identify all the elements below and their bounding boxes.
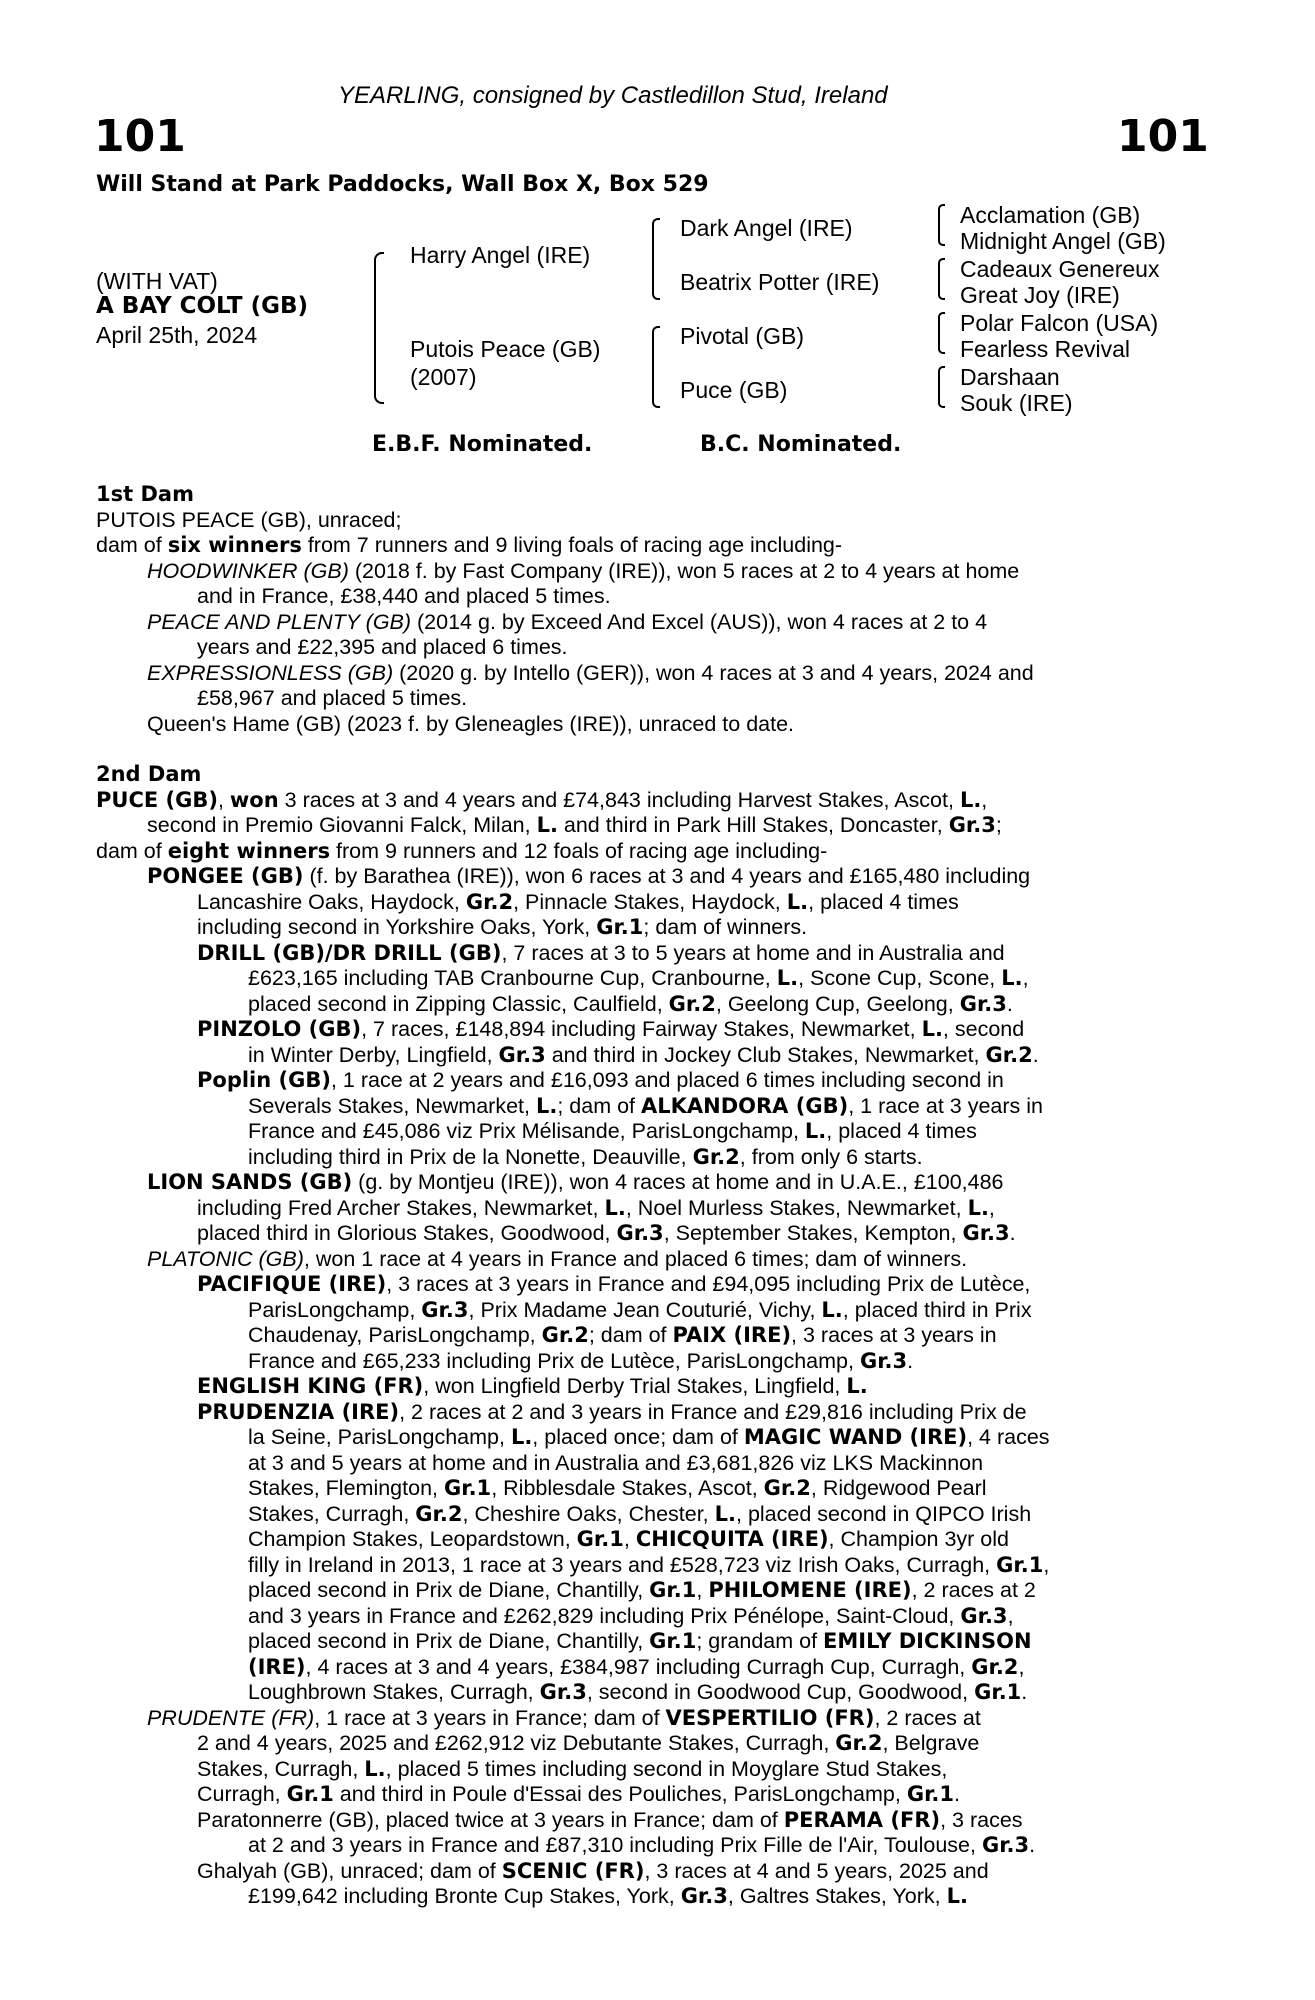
text: Champion Stakes, Leopardstown, — [248, 1527, 577, 1551]
text: . — [1029, 1833, 1036, 1857]
text: , 7 races at 3 to 5 years at home and in Australia and — [501, 940, 1005, 965]
text: ParisLongchamp, — [248, 1297, 422, 1322]
bold-text: L. — [804, 1119, 827, 1143]
bold-text: Gr.3 — [859, 1348, 908, 1373]
italic-text: PLATONIC (GB) — [147, 1246, 304, 1271]
text: . — [907, 1348, 914, 1373]
text: , — [981, 787, 988, 812]
bold-text: Gr.1 — [443, 1476, 492, 1500]
text: (f. by Barathea (IRE)), won 6 races at 3 and 4 years and £165,480 including — [303, 864, 1031, 888]
bold-text: Gr.3 — [960, 1603, 1008, 1628]
text: ; dam of — [588, 1323, 673, 1347]
second-dam-line — [96, 864, 1206, 890]
second-dam-line — [96, 839, 1206, 865]
text: , won Lingfield Derby Trial Stakes, Lingfield, — [423, 1374, 847, 1398]
pedigree-brace-dam — [652, 326, 660, 408]
bold-text: won — [229, 787, 279, 812]
text: (2014 g. by Exceed And Excel (AUS)), won 4 races at 2 to 4 — [411, 609, 988, 634]
bold-text: LION SANDS (GB) — [147, 1170, 353, 1194]
pedigree-g5: Polar Falcon (USA) — [960, 310, 1159, 336]
text: , 3 races at 4 and 5 years, 2025 and — [644, 1858, 989, 1883]
text: Stakes, Flemington, — [248, 1476, 444, 1500]
second-dam-line — [96, 1374, 1206, 1400]
second-dam-line — [96, 1017, 1206, 1043]
text: Loughbrown Stakes, Curragh, — [248, 1680, 540, 1704]
second-dam-line — [96, 1196, 1206, 1222]
second-dam-line — [96, 1476, 1206, 1502]
pedigree-sire-sire: Dark Angel (IRE) — [680, 215, 853, 241]
pedigree-brace-g4 — [938, 366, 945, 408]
text: , placed once; dam of — [532, 1425, 744, 1449]
text: , won 1 race at 4 years in France and placed 6 times; dam of winners. — [303, 1246, 968, 1271]
second-dam-line — [96, 1731, 1206, 1757]
bold-text: PAIX (IRE) — [672, 1323, 792, 1347]
bold-text: L. — [967, 1195, 989, 1220]
text: , 3 races — [940, 1807, 1023, 1832]
text: . — [1009, 1221, 1016, 1245]
horse-name: HOODWINKER (GB) — [147, 558, 349, 583]
text: Stakes, Curragh, — [248, 1501, 416, 1526]
bold-text: Gr.1 — [974, 1680, 1022, 1704]
text: including third in Prix de la Nonette, Deauville, — [248, 1144, 693, 1169]
bold-text: Gr.3 — [948, 813, 996, 837]
bold-text: Gr.3 — [421, 1297, 469, 1322]
text: dam of — [96, 533, 168, 557]
bold-text: Gr.1 — [596, 915, 644, 939]
text: , Ribblesdale Stakes, Ascot, — [491, 1476, 764, 1500]
bc-nomination: B.C. Nominated. — [700, 432, 902, 457]
bold-text: Poplin (GB) — [197, 1068, 331, 1092]
text: (2020 g. by Intello (GER)), won 4 races at 3 and 4 years, 2024 and — [393, 660, 1034, 685]
second-dam-line — [96, 992, 1206, 1018]
stable-location: Will Stand at Park Paddocks, Wall Box X, Box 529 — [96, 172, 709, 197]
pedigree-brace-g1 — [938, 204, 945, 246]
bold-text: PRUDENZIA (IRE) — [197, 1399, 400, 1424]
second-dam-line — [96, 1323, 1206, 1349]
bold-text: Gr.3 — [616, 1221, 664, 1245]
bold-text: Gr.1 — [649, 1578, 697, 1602]
first-dam-summary: PUTOIS PEACE (GB), unraced; — [96, 507, 402, 532]
text: France and £45,086 viz Prix Mélisande, ParisLongchamp, — [248, 1119, 805, 1143]
text: second in Premio Giovanni Falck, Milan, — [147, 813, 537, 837]
second-dam-line — [96, 1068, 1206, 1094]
text: Ghalyah (GB), unraced; dam of — [197, 1858, 502, 1883]
bold-text: Gr.2 — [985, 1042, 1033, 1067]
bold-text: (IRE) — [248, 1654, 306, 1679]
text: . — [1032, 1042, 1039, 1067]
produce-peace-and-plenty — [96, 610, 1206, 636]
second-dam-line — [96, 1272, 1206, 1298]
bold-text: Gr.2 — [541, 1323, 589, 1347]
bold-text: L. — [946, 1884, 968, 1908]
bold-text: PONGEE (GB) — [147, 864, 304, 888]
bold-text: L. — [1001, 966, 1023, 990]
text: and third in Park Hill Stakes, Doncaster, — [557, 813, 949, 837]
second-dam-line — [96, 1859, 1206, 1885]
text: from 9 runners and 12 foals of racing age including- — [330, 838, 828, 863]
text: placed second in Zipping Classic, Caulfield, — [248, 991, 669, 1016]
pedigree-dam-year: (2007) — [410, 364, 477, 390]
text: , Ridgewood Pearl — [810, 1476, 987, 1500]
text: Lancashire Oaks, Haydock, — [197, 889, 466, 914]
bold-text: Gr.2 — [668, 991, 716, 1016]
bold-text: Gr.2 — [465, 889, 514, 914]
pedigree-brace-g2 — [938, 258, 945, 300]
horse-name: A BAY COLT (GB) — [96, 293, 309, 319]
second-dam-line — [96, 1833, 1206, 1859]
text: 2 and 4 years, 2025 and £262,912 viz Debutante Stakes, Curragh, — [197, 1731, 836, 1755]
bold-text: PHILOMENE (IRE) — [708, 1578, 912, 1602]
text: placed second in Prix de Diane, Chantilly, — [248, 1629, 650, 1653]
bold-text: PERAMA (FR) — [783, 1807, 941, 1832]
text: la Seine, ParisLongchamp, — [248, 1425, 511, 1449]
second-dam-lines — [96, 788, 1206, 1910]
bold-text: Gr.3 — [962, 1221, 1010, 1245]
second-dam-line — [96, 1247, 1206, 1273]
produce-peace-and-plenty-cont: years and £22,395 and placed 6 times. — [197, 635, 568, 659]
text: at 2 and 3 years in France and £87,310 including Prix Fille de l'Air, Toulouse, — [248, 1833, 982, 1857]
text: , 3 races at 3 years in France and £94,095 including Prix de Lutèce, — [386, 1272, 1031, 1296]
second-dam-heading: 2nd Dam — [96, 762, 202, 786]
second-dam-line — [96, 1094, 1206, 1120]
text: , 3 races at 3 years in — [791, 1323, 997, 1347]
text: and third in Poule d'Essai des Pouliches, ParisLongchamp, — [333, 1782, 907, 1806]
text: , placed third in Prix — [842, 1297, 1032, 1322]
bold-text: L. — [921, 1017, 943, 1041]
second-dam-line — [96, 1808, 1206, 1834]
text: , Pinnacle Stakes, Haydock, — [513, 889, 787, 914]
second-dam-line — [96, 1119, 1206, 1145]
first-dam-produce — [96, 533, 1206, 559]
pedigree-g1: Acclamation (GB) — [960, 202, 1141, 228]
second-dam-line — [96, 813, 1206, 839]
text: , Prix Madame Jean Couturié, Vichy, — [468, 1297, 822, 1322]
text: ; — [995, 813, 1002, 837]
bold-text: L. — [714, 1501, 736, 1526]
second-dam-line — [96, 1884, 1206, 1910]
bold-text: Gr.2 — [835, 1731, 883, 1755]
text: at 3 and 5 years at home and in Australia and £3,681,826 viz LKS Mackinnon — [248, 1450, 984, 1475]
text: , Galtres Stakes, York, — [727, 1884, 947, 1908]
text: filly in Ireland in 2013, 1 race at 3 years and £528,723 viz Irish Oaks, Curragh, — [248, 1552, 997, 1577]
text: France and £65,233 including Prix de Lutèce, ParisLongchamp, — [248, 1348, 860, 1373]
text: , Noel Murless Stakes, Newmarket, — [625, 1195, 968, 1220]
pedigree-dam: Putois Peace (GB) — [410, 336, 601, 362]
pedigree-g2: Midnight Angel (GB) — [960, 228, 1166, 254]
second-dam-line — [96, 915, 1206, 941]
second-dam-line — [96, 1553, 1206, 1579]
produce-expressionless-cont: £58,967 and placed 5 times. — [197, 686, 468, 710]
text: , — [217, 787, 230, 812]
text: Chaudenay, ParisLongchamp, — [248, 1323, 542, 1347]
text: Curragh, — [197, 1782, 287, 1806]
second-dam-line — [96, 1527, 1206, 1553]
pedigree-brace-main — [374, 252, 384, 404]
second-dam-line — [96, 1298, 1206, 1324]
second-dam-line — [96, 1425, 1206, 1451]
bold-text: L. — [510, 1425, 533, 1449]
bold-text: Gr.3 — [959, 991, 1007, 1016]
text: (g. by Montjeu (IRE)), won 4 races at home and in U.A.E., £100,486 — [352, 1170, 1004, 1194]
text: (2018 f. by Fast Company (IRE)), won 5 races at 2 to 4 years at home — [348, 558, 1020, 583]
text: , placed second in QIPCO Irish — [736, 1501, 1032, 1526]
second-dam-line — [96, 1604, 1206, 1630]
text: , Belgrave — [882, 1731, 980, 1755]
second-dam-line — [96, 1680, 1206, 1706]
first-dam-heading: 1st Dam — [96, 482, 194, 506]
bold-text: Gr.2 — [763, 1476, 811, 1500]
pedigree-dam-dam: Puce (GB) — [680, 377, 788, 403]
second-dam-line — [96, 1782, 1206, 1808]
text: 3 races at 3 and 4 years and £74,843 including Harvest Stakes, Ascot, — [278, 787, 960, 812]
bold-text: Gr.3 — [498, 1042, 546, 1067]
bold-text: ENGLISH KING (FR) — [197, 1374, 424, 1398]
text: from 7 runners and 9 living foals of racing age including- — [301, 533, 843, 557]
bold-text: CHICQUITA (IRE) — [635, 1527, 829, 1551]
pedigree-g7: Darshaan — [960, 364, 1060, 390]
text: , 2 races at 2 — [911, 1578, 1036, 1602]
text: , — [1018, 1654, 1025, 1679]
bold-text: L. — [776, 966, 799, 990]
text: , Geelong Cup, Geelong, — [715, 991, 960, 1016]
bold-text: Gr.1 — [286, 1782, 334, 1806]
horse-dob: April 25th, 2024 — [96, 322, 258, 348]
text: , second — [942, 1017, 1025, 1041]
horse-name: PEACE AND PLENTY (GB) — [147, 609, 412, 634]
text: , 1 race at 2 years and £16,093 and placed 6 times including second in — [330, 1068, 1004, 1092]
bold-text: PINZOLO (GB) — [197, 1017, 362, 1041]
bold-text: eight winners — [167, 838, 331, 863]
second-dam-line — [96, 1502, 1206, 1528]
second-dam-line — [96, 1757, 1206, 1783]
text: , Champion 3yr old — [828, 1527, 1009, 1551]
second-dam-line — [96, 1170, 1206, 1196]
second-dam-line — [96, 890, 1206, 916]
bold-text: Gr.2 — [971, 1654, 1019, 1679]
text: , placed 4 times — [826, 1119, 977, 1143]
second-dam-line — [96, 1578, 1206, 1604]
pedigree-brace-sire — [652, 218, 660, 300]
bold-text: PACIFIQUE (IRE) — [197, 1272, 387, 1296]
pedigree-g4: Great Joy (IRE) — [960, 282, 1120, 308]
text: , Scone Cup, Scone, — [798, 966, 1002, 990]
italic-text: PRUDENTE (FR) — [147, 1705, 315, 1730]
text: , 1 race at 3 years in — [848, 1093, 1043, 1118]
bold-text: L. — [604, 1195, 626, 1220]
second-dam-line — [96, 1451, 1206, 1477]
text: £199,642 including Bronte Cup Stakes, York, — [248, 1884, 681, 1908]
text: . — [954, 1782, 961, 1806]
bold-text: Gr.3 — [981, 1833, 1030, 1857]
sale-subtitle: YEARLING, consigned by Castledillon Stud, Ireland — [338, 82, 888, 109]
text: ; dam of winners. — [643, 915, 808, 939]
text: , — [623, 1527, 636, 1551]
produce-hoodwinker-cont: and in France, £38,440 and placed 5 times. — [197, 584, 611, 608]
text: , 1 race at 3 years in France; dam of — [314, 1705, 666, 1730]
produce-queens-hame: Queen's Hame (GB) (2023 f. by Gleneagles (IRE)), unraced to date. — [147, 711, 795, 736]
text: Severals Stakes, Newmarket, — [248, 1093, 536, 1118]
bold-text: SCENIC (FR) — [501, 1858, 645, 1883]
bold-text: Gr.3 — [680, 1884, 728, 1908]
text: £623,165 including TAB Cranbourne Cup, Cranbourne, — [248, 966, 777, 990]
text: Paratonnerre (GB), placed twice at 3 years in France; dam of — [197, 1807, 784, 1832]
text: placed third in Glorious Stakes, Goodwood, — [197, 1221, 617, 1245]
produce-hoodwinker — [96, 559, 1206, 585]
bold-text: Gr.2 — [415, 1501, 463, 1526]
bold-text: Gr.2 — [692, 1144, 740, 1169]
pedigree-g8: Souk (IRE) — [960, 390, 1073, 416]
text: , 4 races at 3 and 4 years, £384,987 including Curragh Cup, Curragh, — [305, 1654, 972, 1679]
text: Stakes, Curragh, — [197, 1756, 365, 1781]
text: , — [696, 1578, 709, 1602]
text: , — [1022, 966, 1029, 990]
bold-text: L. — [535, 1093, 558, 1118]
second-dam-line — [96, 1655, 1206, 1681]
lot-number-left: 101 — [94, 111, 186, 162]
text: , placed 4 times — [808, 889, 959, 914]
bold-text: MAGIC WAND (IRE) — [743, 1425, 968, 1449]
text: ; dam of — [557, 1093, 641, 1118]
bold-text: VESPERTILIO (FR) — [665, 1705, 875, 1730]
pedigree-sire: Harry Angel (IRE) — [410, 242, 591, 268]
pedigree-brace-g3 — [938, 312, 945, 354]
second-dam-line — [96, 1221, 1206, 1247]
bold-text: Gr.1 — [649, 1629, 697, 1653]
bold-text: L. — [536, 813, 558, 837]
bold-text: PUCE (GB) — [96, 787, 218, 812]
text: , placed 5 times including second in Moyglare Stud Stakes, — [385, 1756, 948, 1781]
pedigree-dam-sire: Pivotal (GB) — [680, 323, 804, 349]
text: in Winter Derby, Lingfield, — [248, 1042, 499, 1067]
second-dam-line — [96, 1706, 1206, 1732]
text: and third in Jockey Club Stakes, Newmarket, — [545, 1042, 986, 1067]
text: , — [1007, 1603, 1014, 1628]
bold-text: L. — [821, 1297, 843, 1322]
second-dam-line — [96, 1349, 1206, 1375]
bold-text: Gr.1 — [906, 1782, 955, 1806]
text: , — [988, 1195, 995, 1220]
text: , September Stakes, Kempton, — [663, 1221, 963, 1245]
text: dam of — [96, 838, 168, 863]
text: , Cheshire Oaks, Chester, — [462, 1501, 715, 1526]
text: , 7 races, £148,894 including Fairway Stakes, Newmarket, — [361, 1017, 922, 1041]
text: , 4 races — [967, 1425, 1050, 1449]
pedigree-g3: Cadeaux Genereux — [960, 256, 1160, 282]
second-dam-line — [96, 941, 1206, 967]
text: including Fred Archer Stakes, Newmarket, — [197, 1195, 605, 1220]
pedigree-g6: Fearless Revival — [960, 336, 1130, 362]
ebf-nomination: E.B.F. Nominated. — [372, 432, 593, 457]
bold-text: L. — [846, 1374, 868, 1398]
bold-text: Gr.1 — [576, 1527, 624, 1551]
first-dam-section — [96, 482, 1206, 737]
second-dam-line — [96, 788, 1206, 814]
horse-name: EXPRESSIONLESS (GB) — [147, 660, 394, 685]
text: including second in Yorkshire Oaks, York, — [197, 915, 597, 939]
bold-text: EMILY DICKINSON — [823, 1629, 1032, 1653]
bold-text: DRILL (GB)/DR DRILL (GB) — [197, 940, 502, 965]
text: . — [1006, 991, 1013, 1016]
second-dam-line — [96, 1629, 1206, 1655]
text: and 3 years in France and £262,829 including Prix Pénélope, Saint-Cloud, — [248, 1603, 961, 1628]
bold-text: L. — [364, 1756, 386, 1781]
bold-text: L. — [786, 889, 809, 914]
lot-number-right: 101 — [1117, 111, 1209, 162]
bold-text: Gr.1 — [996, 1552, 1044, 1577]
text: . — [1021, 1680, 1028, 1704]
second-dam-line — [96, 1043, 1206, 1069]
text: ; grandam of — [696, 1629, 824, 1653]
winners-count: six winners — [167, 533, 302, 557]
bold-text: Gr.3 — [539, 1680, 587, 1704]
bold-text: ALKANDORA (GB) — [640, 1093, 849, 1118]
second-dam-section — [96, 762, 1206, 1910]
text: , — [1043, 1552, 1050, 1577]
text: , second in Goodwood Cup, Goodwood, — [586, 1680, 975, 1704]
second-dam-line — [96, 966, 1206, 992]
second-dam-line — [96, 1400, 1206, 1426]
vat-note: (WITH VAT) — [96, 268, 218, 294]
text: , 2 races at — [874, 1705, 981, 1730]
text: , from only 6 starts. — [739, 1144, 923, 1169]
second-dam-line — [96, 1145, 1206, 1171]
text: placed second in Prix de Diane, Chantilly, — [248, 1578, 650, 1602]
bold-text: L. — [959, 787, 982, 812]
produce-expressionless — [96, 661, 1206, 687]
text: , 2 races at 2 and 3 years in France and £29,816 including Prix de — [399, 1399, 1027, 1424]
pedigree-sire-dam: Beatrix Potter (IRE) — [680, 269, 880, 295]
